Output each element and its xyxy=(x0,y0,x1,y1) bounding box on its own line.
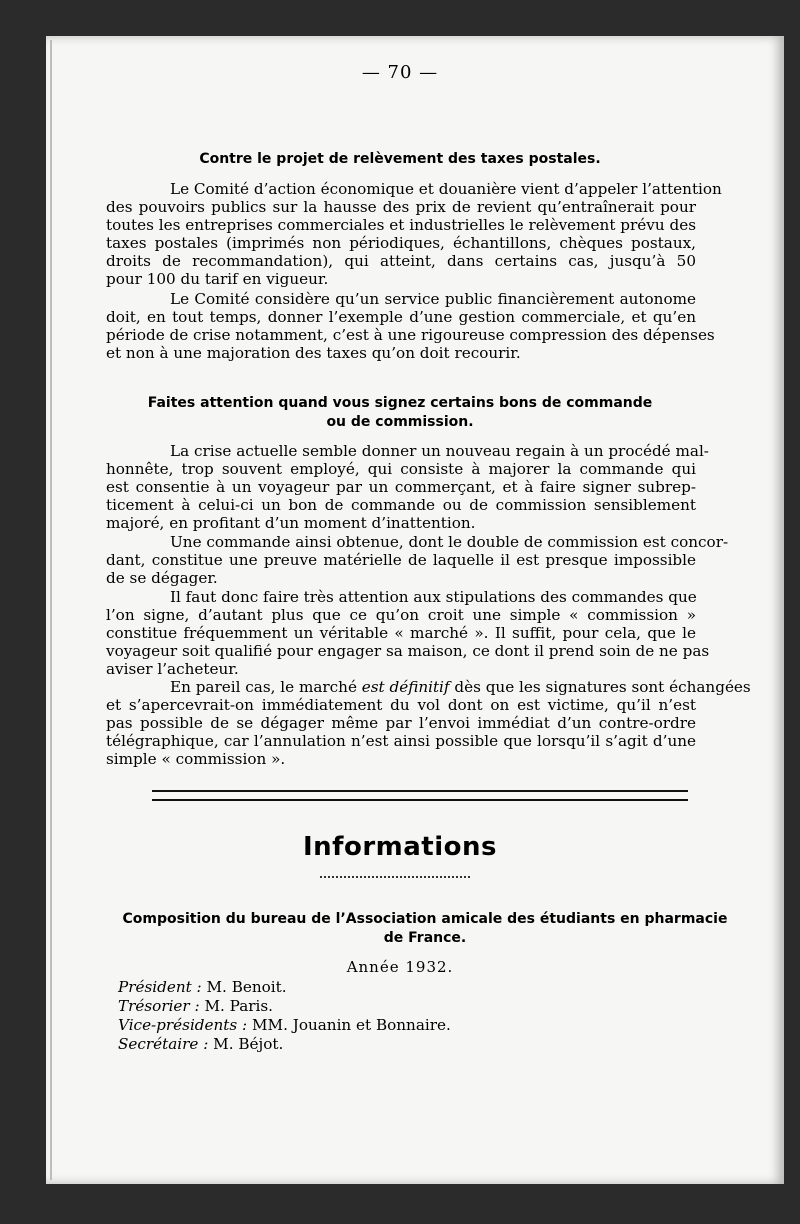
text-line: droits de recommandation), qui atteint, dans certains cas, jusqu’à 50 xyxy=(106,252,696,271)
text-line: de se dégager. xyxy=(106,569,218,588)
paragraph-orders-4 xyxy=(106,678,751,769)
text-line: taxes postales (imprimés non périodiques, échantillons, chèques postaux, xyxy=(106,234,696,253)
member-role: Président : xyxy=(118,978,202,996)
association-heading xyxy=(110,910,740,948)
text-line: doit, en tout temps, donner l’exemple d’une gestion commerciale, et qu’en xyxy=(106,308,696,327)
text-line: l’on signe, d’autant plus que ce qu’on croit une simple « commission » xyxy=(106,606,696,625)
member-treasurer xyxy=(118,997,273,1015)
text-line: télégraphique, car l’annulation n’est ainsi possible que lorsqu’il s’agit d’une xyxy=(106,732,696,751)
text-line: simple « commission ». xyxy=(106,750,286,769)
section-title-postal-taxes: Contre le projet de relèvement des taxes postales. xyxy=(199,151,601,167)
year-label: Année 1932. xyxy=(346,958,454,976)
page-number: — 70 — xyxy=(361,62,439,83)
paragraph-orders-2 xyxy=(106,533,729,588)
member-name: M. Benoit. xyxy=(201,978,287,996)
section-title-line: ou de commission. xyxy=(326,414,474,430)
text-line: Il faut donc faire très attention aux stipulations des commandes que xyxy=(170,588,697,606)
text-line: La crise actuelle semble donner un nouveau regain à un procédé mal- xyxy=(170,442,709,460)
member-role: Secrétaire : xyxy=(118,1035,209,1053)
member-secretary xyxy=(118,1035,283,1053)
dotted-separator xyxy=(320,876,470,878)
member-name: M. Béjot. xyxy=(208,1035,284,1053)
text-line: période de crise notamment, c’est à une rigoureuse compression des dépenses xyxy=(106,326,715,345)
text-line: et s’apercevrait-on immédiatement du vol dont on est victime, qu’il n’est xyxy=(106,696,696,715)
text-line: majoré, en profitant d’un moment d’inattention. xyxy=(106,514,476,533)
text-fragment: En pareil cas, le marché xyxy=(170,678,362,696)
text-line: pour 100 du tarif en vigueur. xyxy=(106,270,329,289)
text-line: Une commande ainsi obtenue, dont le double de commission est concor- xyxy=(170,533,729,551)
text-line: aviser l’acheteur. xyxy=(106,660,239,679)
text-line: Le Comité considère qu’un service public financièrement autonome xyxy=(170,290,696,308)
text-line: toutes les entreprises commerciales et industrielles le relèvement prévu des xyxy=(106,216,696,235)
text-line: dant, constitue une preuve matérielle de laquelle il est presque impossible xyxy=(106,551,696,570)
text-fragment: dès que les signatures sont échangées xyxy=(449,678,751,696)
text-line xyxy=(106,678,751,696)
paragraph-postal-2 xyxy=(106,290,715,363)
text-line: est consentie à un voyageur par un commerçant, et à faire signer subrep- xyxy=(106,478,696,497)
paragraph-orders-3 xyxy=(106,588,710,679)
association-heading-line: Composition du bureau de l’Association amicale des étudiants en pharmacie xyxy=(122,911,728,927)
text-line: ticement à celui-ci un bon de commande ou de commission sensiblement xyxy=(106,496,696,515)
emphasis-text: est définitif xyxy=(361,678,450,696)
informations-title: Informations xyxy=(302,832,497,862)
member-vice-presidents xyxy=(118,1016,451,1034)
text-line: et non à une majoration des taxes qu’on doit recourir. xyxy=(106,344,521,363)
member-role: Trésorier : xyxy=(118,997,200,1015)
text-line: constitue fréquemment un véritable « marché ». Il suffit, pour cela, que le xyxy=(106,624,696,643)
association-heading-line: de France. xyxy=(383,930,467,946)
divider-rule xyxy=(152,790,688,792)
text-line: Le Comité d’action économique et douanière vient d’appeler l’attention xyxy=(170,180,722,198)
member-name: MM. Jouanin et Bonnaire. xyxy=(247,1016,451,1034)
text-line: pas possible de se dégager même par l’envoi immédiat d’un contre-ordre xyxy=(106,714,696,733)
paragraph-orders-1 xyxy=(106,442,709,533)
section-title-order-forms xyxy=(0,394,800,432)
member-name: M. Paris. xyxy=(199,997,274,1015)
section-title-line: Faites attention quand vous signez certains bons de commande xyxy=(147,395,653,411)
text-line: honnête, trop souvent employé, qui consiste à majorer la commande qui xyxy=(106,460,696,479)
text-line: voyageur soit qualifié pour engager sa maison, ce dont il prend soin de ne pas xyxy=(106,642,710,661)
divider-rule xyxy=(152,799,688,801)
page-edge xyxy=(50,40,52,1180)
paragraph-postal-1 xyxy=(106,180,722,289)
member-president xyxy=(118,978,287,996)
text-line: des pouvoirs publics sur la hausse des prix de revient qu’entraînerait pour xyxy=(106,198,696,217)
member-role: Vice-présidents : xyxy=(118,1016,248,1034)
